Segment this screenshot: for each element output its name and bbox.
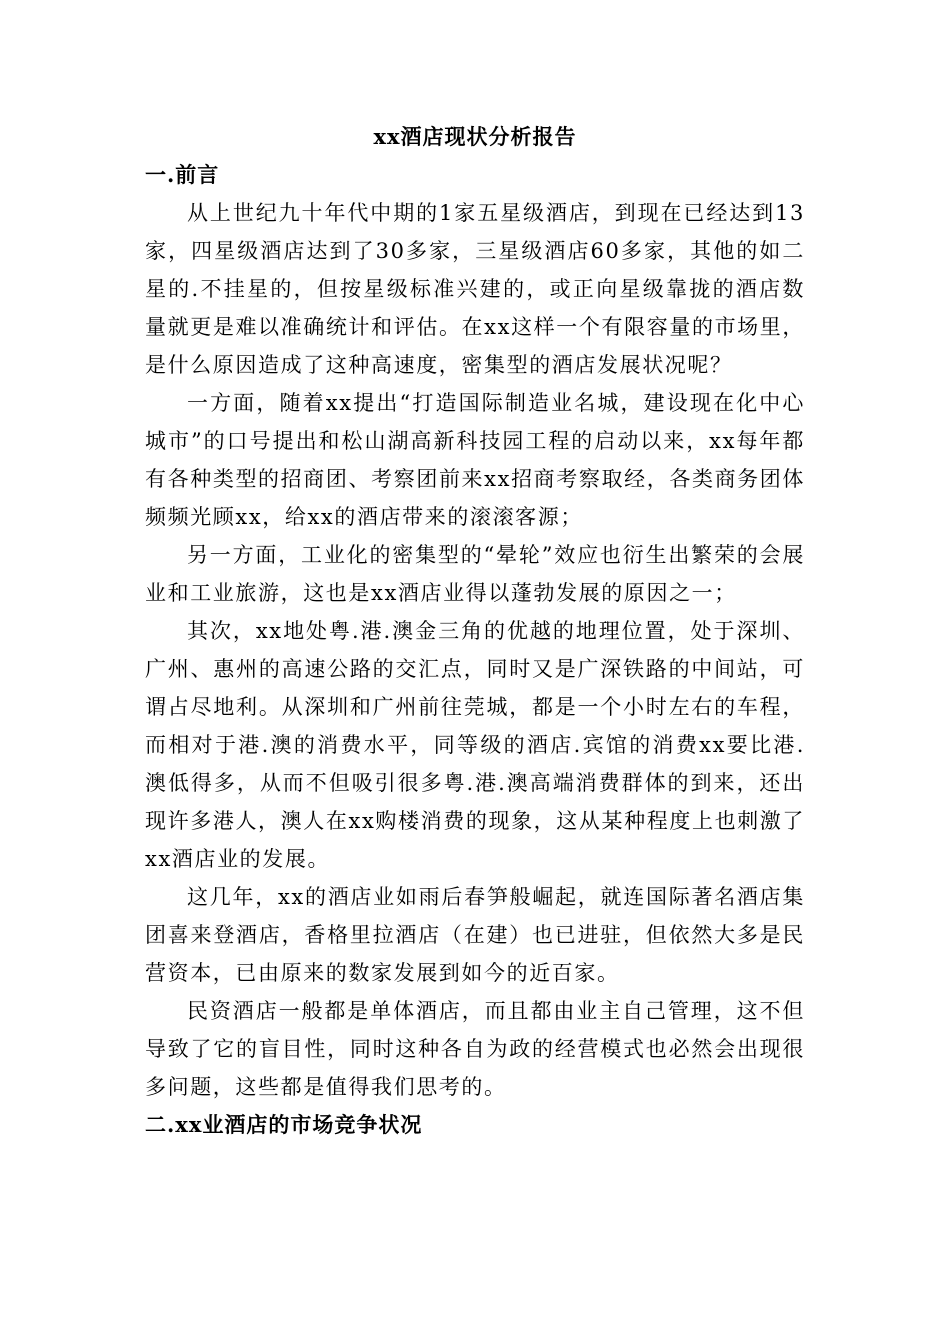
paragraph: 另一方面，工业化的密集型的“晕轮”效应也衍生出繁荣的会展业和工业旅游，这也是xx酒店业得以蓬勃发展的原因之一； [145,543,805,605]
section-heading-market-competition: 二.xx业酒店的市场竞争状况 [145,1112,423,1137]
paragraph: 民资酒店一般都是单体酒店，而且都由业主自己管理，这不但导致了它的盲目性，同时这种各自为政的经营模式也必然会出现很多问题，这些都是值得我们思考的。 [145,999,805,1099]
section-heading-preface: 一.前言 [145,162,220,187]
paragraph: 从上世纪九十年代中期的1家五星级酒店，到现在已经达到13家，四星级酒店达到了30多家，三星级酒店60多家，其他的如二星的.不挂星的，但按星级标准兴建的，或正向星级靠拢的酒店数量就更是难以准确统计和评估。在xx这样一个有限容量的市场里，是什么原因造成了这种高速度，密集型的酒店发展状况呢？ [145,201,805,377]
document-body [145,156,805,1144]
document-title: xx酒店现状分析报告 [373,124,577,149]
paragraph: 一方面，随着xx提出“打造国际制造业名城，建设现在化中心城市”的口号提出和松山湖高新科技园工程的启动以来，xx每年都有各种类型的招商团、考察团前来xx招商考察取经，各类商务团体频频光顾xx，给xx的酒店带来的滚滚客源； [145,391,805,529]
paragraph: 这几年，xx的酒店业如雨后春笋般崛起，就连国际著名酒店集团喜来登酒店，香格里拉酒店（在建）也已进驻，但依然大多是民营资本，已由原来的数家发展到如今的近百家。 [145,885,805,985]
paragraph: 其次，xx地处粤.港.澳金三角的优越的地理位置，处于深圳、广州、惠州的高速公路的交汇点，同时又是广深铁路的中间站，可谓占尽地利。从深圳和广州前往莞城，都是一个小时左右的车程，而相对于港.澳的消费水平，同等级的酒店.宾馆的消费xx要比港.澳低得多，从而不但吸引很多粤.港.澳高端消费群体的到来，还出现许多港人，澳人在xx购楼消费的现象，这从某种程度上也刺激了xx酒店业的发展。 [145,619,805,871]
